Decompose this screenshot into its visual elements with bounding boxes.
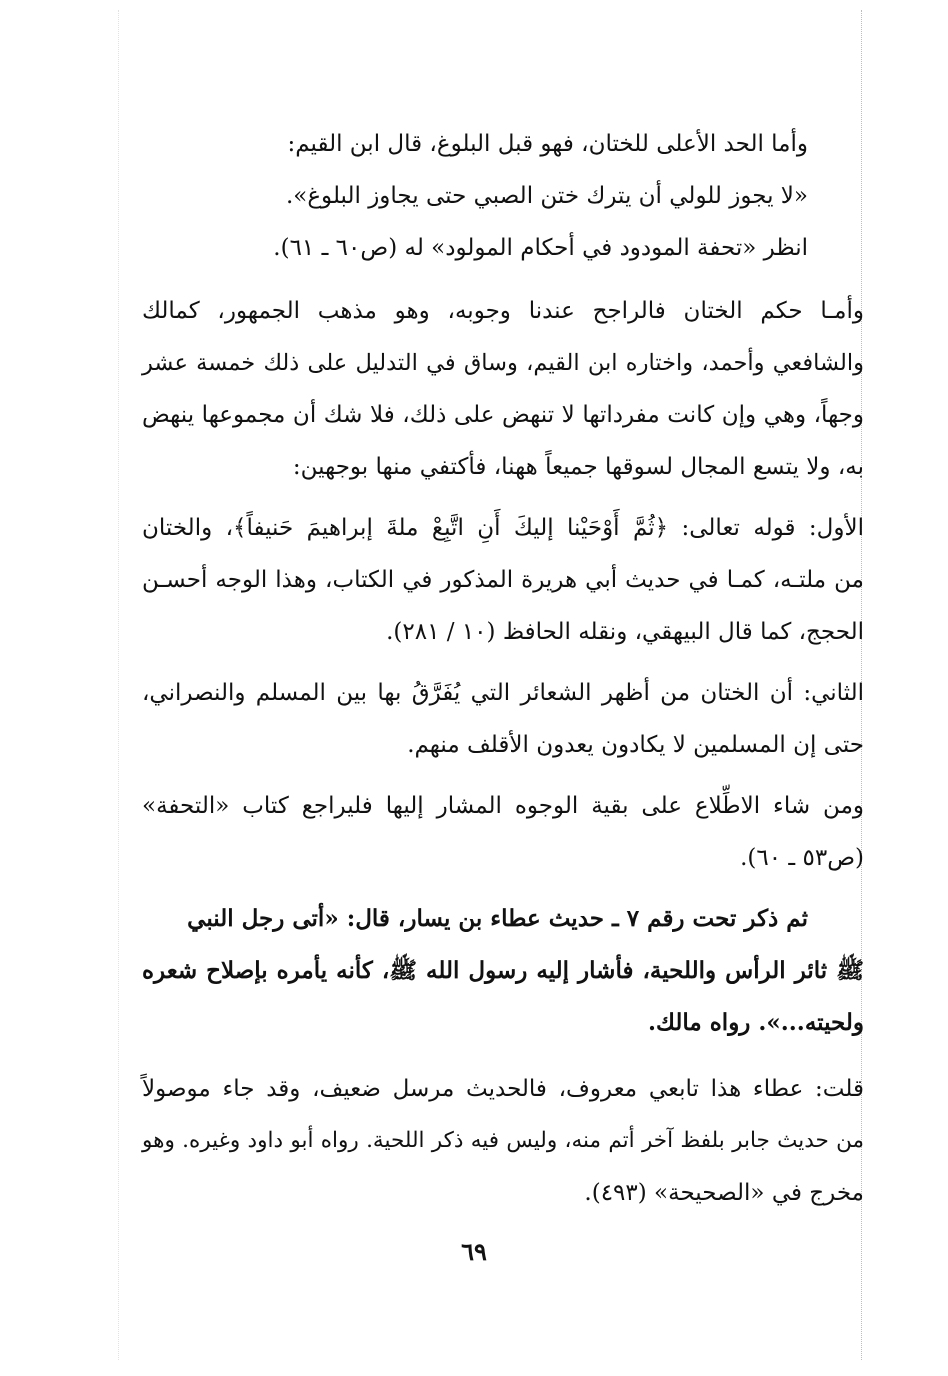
hadith-line: ثم ذكر تحت رقم ٧ ـ حديث عطاء بن يسار، قال: «أتى رجل النبي <box>187 905 808 932</box>
quote-line: «لا يجوز للولي أن يترك ختن الصبي حتى يجاوز البلوغ». <box>285 183 808 209</box>
text-line: من ملتـه، كمـا في حديث أبي هريرة المذكور في الكتاب، وهذا الوجه أحسـن <box>142 567 864 593</box>
text-line: وأما الحد الأعلى للختان، فهو قبل البلوغ، قال ابن القيم: <box>287 131 808 157</box>
text-line: وأمـا حكم الختان فالراجح عندنا وجوبه، وهو مذهب الجمهور، كمالك <box>142 298 864 324</box>
text-line: حتى إن المسلمين لا يكادون يعدون الأقلف منهم. <box>407 732 864 758</box>
hadith-line: ﷺ ثائر الرأس واللحية، فأشار إليه رسول الله ﷺ، كأنه يأمره بإصلاح شعره <box>142 957 864 984</box>
page-number: ٦٩ <box>461 1237 487 1266</box>
text-line: من حديث جابر بلفظ آخر أتم منه، وليس فيه ذكر اللحية. رواه أبو داود وغيره. وهو <box>142 1128 864 1153</box>
text-line: الحجج، كما قال البيهقي، ونقله الحافظ (١٠ / ٢٨١). <box>386 619 864 645</box>
text-line: مخرج في «الصحيحة» (٤٩٣). <box>584 1180 864 1206</box>
text-line: وجهاً، وهي وإن كانت مفرداتها لا تنهض على ذلك، فلا شك أن مجموعها ينهض <box>142 402 864 428</box>
text-line: الأول: قوله تعالى: ﴿ثُمَّ أَوْحَيْنا إليكَ أَنِ اتَّبِعْ ملةَ إبراهيمَ حَنيفاً﴾، والختان <box>142 515 864 541</box>
text-line: به، ولا يتسع المجال لسوقها جميعاً ههنا، فأكتفي منها بوجهين: <box>292 454 864 480</box>
text-line: الثاني: أن الختان من أظهر الشعائر التي يُفَرَّقُ بها بين المسلم والنصراني، <box>142 680 864 706</box>
text-line: والشافعي وأحمد، واختاره ابن القيم، وساق في التدليل على ذلك خمسة عشر <box>142 350 864 376</box>
page-edge-line <box>118 10 119 1360</box>
hadith-line: ولحيته...». رواه مالك. <box>648 1009 864 1036</box>
text-line: ومن شاء الاطِّلاع على بقية الوجوه المشار إليها فليراجع كتاب «التحفة» <box>142 793 864 819</box>
text-line: (ص٥٣ ـ ٦٠). <box>740 845 864 871</box>
text-line: قلت: عطاء هذا تابعي معروف، فالحديث مرسل ضعيف، وقد جاء موصولاً <box>142 1076 864 1102</box>
reference-line: انظر «تحفة المودود في أحكام المولود» له (ص٦٠ ـ ٦١). <box>273 235 808 261</box>
